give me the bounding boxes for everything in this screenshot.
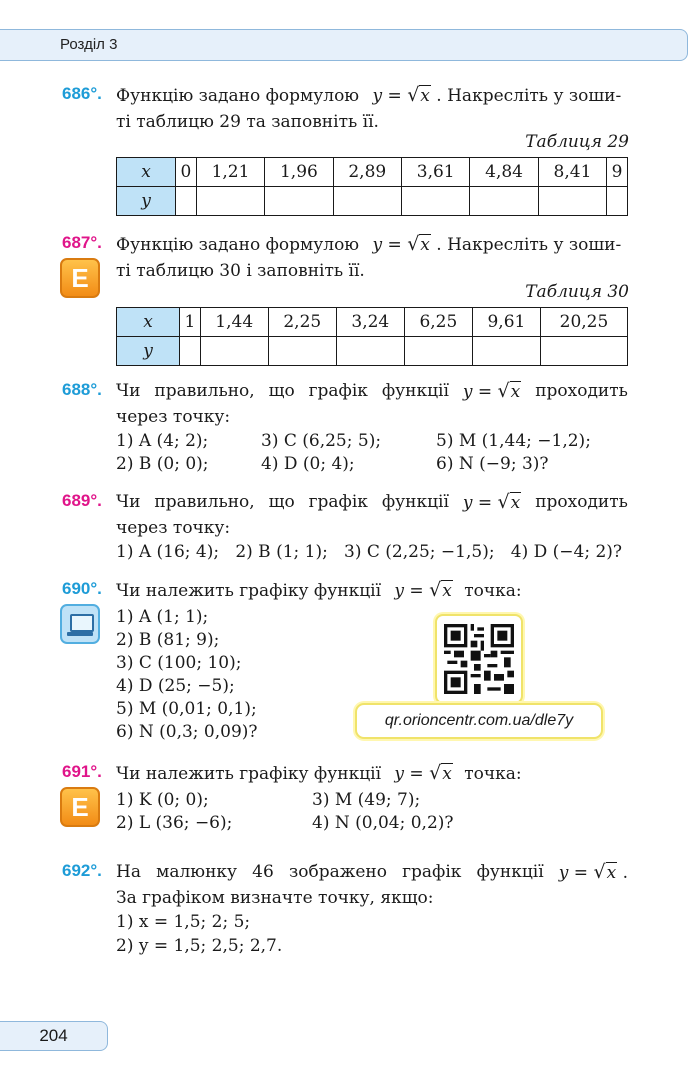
text: Функцію задано формулою <box>116 86 360 106</box>
radicand: x <box>606 863 617 883</box>
sqrt-formula: √x <box>429 579 452 601</box>
problem-687-line1 <box>116 233 621 256</box>
option: 1) K (0; 0); <box>116 790 209 810</box>
table-30-x-cell: 1,44 <box>200 308 268 337</box>
computer-icon <box>60 604 100 644</box>
radicand: x <box>420 235 430 255</box>
word: На <box>116 862 141 882</box>
sqrt-formula: √x <box>407 84 430 106</box>
problem-692-line1 <box>116 861 628 884</box>
formula-lhs: y = <box>372 235 402 255</box>
radicand: x <box>510 382 521 402</box>
table-29-y-cell <box>196 187 264 216</box>
table-29-y-cell <box>401 187 469 216</box>
table-30-row-y <box>117 337 628 366</box>
text: . Накресліть у зоши- <box>436 235 622 255</box>
level-e-badge-icon: E <box>60 787 100 827</box>
word: малюнку <box>156 862 238 882</box>
table-29-x-cell: 9 <box>607 158 628 187</box>
problem-690-option: 3) C (100; 10); <box>116 653 242 673</box>
word: графік <box>308 492 368 512</box>
table-30-y-cell <box>404 337 472 366</box>
formula-lhs: y = <box>394 764 424 784</box>
computer-base <box>67 632 93 636</box>
text: Чи належить графіку функції <box>116 581 382 601</box>
computer-screen <box>70 614 94 632</box>
table-30-y-label: y <box>117 337 180 366</box>
table-30-row-x <box>117 308 628 337</box>
problem-692-line2: За графіком визначте точку, якщо: <box>116 888 434 908</box>
table-30-y-cell <box>540 337 627 366</box>
problem-691-options-row2 <box>116 812 454 834</box>
option: 3) M (49; 7); <box>312 790 421 810</box>
table-30 <box>116 307 628 366</box>
sqrt: √x <box>497 491 521 513</box>
problem-692-line3: 1) x = 1,5; 2; 5; <box>116 912 251 932</box>
table-30-y-cell <box>472 337 540 366</box>
option: 1) A (4; 2); <box>116 431 209 451</box>
section-header <box>0 29 688 61</box>
page-number: 204 <box>0 1021 108 1051</box>
table-30-y-cell <box>180 337 201 366</box>
radicand: x <box>510 493 521 513</box>
table-29-caption: Таблиця 29 <box>525 132 629 152</box>
problem-690-option: 2) B (81; 9); <box>116 630 220 650</box>
sqrt-formula <box>463 380 521 403</box>
table-29-y-cell <box>333 187 401 216</box>
formula-lhs: y = <box>462 493 493 513</box>
text: Чи належить графіку функції <box>116 764 382 784</box>
table-29 <box>116 157 628 216</box>
table-29-y-cell <box>607 187 628 216</box>
table-30-y-cell <box>268 337 336 366</box>
table-30-x-cell: 6,25 <box>404 308 472 337</box>
table-29-x-cell: 1,96 <box>265 158 333 187</box>
qr-code-card[interactable] <box>435 614 523 704</box>
problem-692-number: 692°. <box>62 861 102 880</box>
problem-688-options-row1 <box>116 430 591 452</box>
problem-692-line4: 2) y = 1,5; 2,5; 2,7. <box>116 936 283 956</box>
problem-691-line1 <box>116 762 522 785</box>
text: точка: <box>464 764 522 784</box>
table-29-x-cell: 0 <box>176 158 197 187</box>
word: функції <box>476 862 544 882</box>
option: 4) D (0; 4); <box>261 454 355 474</box>
text: Функцію задано формулою <box>116 235 360 255</box>
problem-690-option: 6) N (0,3; 0,09)? <box>116 722 258 742</box>
table-30-x-cell: 1 <box>180 308 201 337</box>
table-30-caption: Таблиця 30 <box>525 282 629 302</box>
sqrt-formula <box>559 861 628 884</box>
problem-690-option: 1) A (1; 1); <box>116 607 209 627</box>
problem-691-options-row1 <box>116 789 420 811</box>
table-29-y-cell <box>176 187 197 216</box>
word: Чи <box>116 381 141 401</box>
problem-686-line2: ті таблицю 29 та заповніть її. <box>116 112 379 132</box>
table-29-x-cell: 4,84 <box>470 158 538 187</box>
formula-lhs: y = <box>558 863 589 883</box>
sqrt: √x <box>593 861 617 883</box>
word: проходить <box>535 381 628 401</box>
option: 4) N (0,04; 0,2)? <box>312 813 454 833</box>
problem-688-options-row2 <box>116 453 549 475</box>
radicand: x <box>420 86 430 106</box>
word: правильно, <box>154 492 255 512</box>
word: правильно, <box>154 381 255 401</box>
option: 3) C (6,25; 5); <box>261 431 382 451</box>
table-29-x-cell: 8,41 <box>538 158 606 187</box>
table-29-x-label: x <box>117 158 176 187</box>
problem-689-line2: через точку: <box>116 518 231 538</box>
word: проходить <box>535 492 628 512</box>
qr-link[interactable]: qr.orioncentr.com.ua/dle7y <box>355 703 603 739</box>
table-29-row-y <box>117 187 628 216</box>
problem-688-line2: через точку: <box>116 407 231 427</box>
table-29-row-x <box>117 158 628 187</box>
table-30-x-label: x <box>117 308 180 337</box>
sqrt-formula <box>463 491 521 514</box>
word: зображено <box>288 862 387 882</box>
table-29-y-cell <box>538 187 606 216</box>
word: графік <box>402 862 462 882</box>
sqrt-formula: √x <box>429 762 452 784</box>
formula-lhs: y = <box>372 86 402 106</box>
sqrt: √x <box>497 380 521 402</box>
word: Чи <box>116 492 141 512</box>
text: точка: <box>464 581 522 601</box>
period: . <box>622 863 628 883</box>
problem-688-line1 <box>116 380 628 403</box>
word: функції <box>381 381 449 401</box>
table-30-x-cell: 3,24 <box>336 308 404 337</box>
table-29-y-cell <box>265 187 333 216</box>
problem-691-number: 691°. <box>62 762 102 781</box>
problem-686-line1 <box>116 84 621 107</box>
text: . Накресліть у зоши- <box>436 86 622 106</box>
word: графік <box>308 381 368 401</box>
problem-687-line2: ті таблицю 30 і заповніть її. <box>116 261 365 281</box>
level-e-badge-icon: E <box>60 258 100 298</box>
word: 46 <box>252 862 274 882</box>
table-30-y-cell <box>336 337 404 366</box>
problem-690-number: 690°. <box>62 579 102 598</box>
table-30-x-cell: 20,25 <box>540 308 627 337</box>
option: 6) N (−9; 3)? <box>436 454 549 474</box>
option: 2) B (0; 0); <box>116 454 209 474</box>
radicand: x <box>442 581 452 601</box>
problem-686-number: 686°. <box>62 84 102 103</box>
option: 5) M (1,44; −1,2); <box>436 431 591 451</box>
word: функції <box>381 492 449 512</box>
table-30-y-cell <box>200 337 268 366</box>
word: що <box>268 381 295 401</box>
table-29-y-label: y <box>117 187 176 216</box>
radicand: x <box>442 764 452 784</box>
option: 2) L (36; −6); <box>116 813 233 833</box>
formula-lhs: y = <box>394 581 424 601</box>
problem-690-line1 <box>116 579 522 602</box>
problem-689-options: 1) A (16; 4); 2) B (1; 1); 3) C (2,25; −1,5); 4) D (−4; 2)? <box>116 542 623 562</box>
table-29-x-cell: 2,89 <box>333 158 401 187</box>
sqrt-formula: √x <box>407 233 430 255</box>
problem-689-number: 689°. <box>62 491 102 510</box>
problem-689-line1 <box>116 491 628 514</box>
qr-code-icon <box>444 623 514 695</box>
problem-687-number: 687°. <box>62 233 102 252</box>
table-29-x-cell: 1,21 <box>196 158 264 187</box>
formula-lhs: y = <box>462 382 493 402</box>
table-30-x-cell: 9,61 <box>472 308 540 337</box>
word: що <box>268 492 295 512</box>
problem-690-option: 4) D (25; −5); <box>116 676 235 696</box>
table-29-x-cell: 3,61 <box>401 158 469 187</box>
problem-688-number: 688°. <box>62 380 102 399</box>
section-title: Розділ 3 <box>60 36 118 53</box>
problem-690-option: 5) M (0,01; 0,1); <box>116 699 257 719</box>
table-30-x-cell: 2,25 <box>268 308 336 337</box>
table-29-y-cell <box>470 187 538 216</box>
